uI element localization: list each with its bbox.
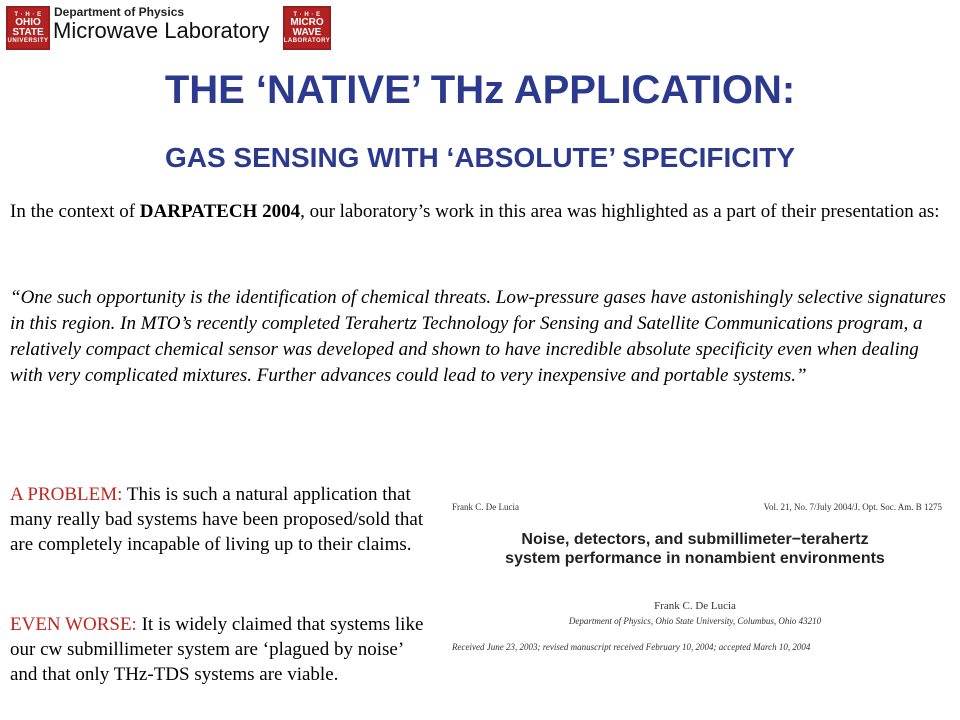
logo-line: STATE [12,27,44,38]
paper-header-right: Vol. 21, No. 7/July 2004/J. Opt. Soc. Am. B 1275 [763,502,942,512]
ohio-state-logo [6,6,50,50]
paper-header-left: Frank C. De Lucia [452,502,519,512]
problem-label: A PROBLEM: [10,484,123,505]
worse-label: EVEN WORSE: [10,614,137,635]
darpa-quote: “One such opportunity is the identification of chemical threats. Low-pressure gases have astonishingly selective signatures in this region. In MTO’s recently completed Terahertz Technology for Sensing and Satellite Communications program, a relatively compact chemical sensor was developed and shown to have incredible absolute specificity even when dealing with very complicated mixtures. Further advances could lead to very inexpensive and portable systems.” [10,287,946,386]
logo-line: T · H · E [14,12,42,18]
worse-text: It is widely claimed that systems like our cw submillimeter system are ‘plagued by noise’ and that only THz-TDS systems are viable. [10,614,424,685]
intro-bold: DARPATECH 2004 [139,201,301,222]
problem-paragraph [10,482,442,557]
paper-affiliation: Department of Physics, Ohio State University, Columbus, Ohio 43210 [568,616,822,626]
paper-title [450,530,940,568]
slide-title: THE ‘NATIVE’ THz APPLICATION: [164,68,796,112]
paper-title-line1: Noise, detectors, and submillimeter−terahertz [521,531,869,548]
logo-line: WAVE [292,27,322,38]
logo-line: LABORATORY [283,38,331,44]
paper-author: Frank C. De Lucia [654,600,736,612]
problem-text: This is such a natural application that many really bad systems have been proposed/sold that are completely incapable of living up to their claims. [10,484,424,555]
intro-post: , our laboratory’s work in this area was highlighted as a part of their presentation as: [300,201,940,222]
logo-line: T · H · E [293,12,321,18]
logo-line: OHIO [15,17,41,28]
worse-paragraph [10,612,430,687]
logo-line: UNIVERSITY [7,38,49,44]
intro-pre: In the context of [10,201,140,222]
logo-line: MICRO [290,17,324,28]
paper-title-line2: system performance in nonambient environments [505,550,885,567]
slide-subtitle: GAS SENSING WITH ‘ABSOLUTE’ SPECIFICITY [164,142,796,173]
lab-name: Microwave Laboratory [53,18,270,43]
intro-paragraph [10,199,950,225]
paper-received: Received June 23, 2003; revised manuscript received February 10, 2004; accepted March 10, 2004 [452,642,811,652]
paper-excerpt [450,492,950,682]
microwave-lab-logo [283,6,331,50]
department-name: Department of Physics [54,5,185,19]
